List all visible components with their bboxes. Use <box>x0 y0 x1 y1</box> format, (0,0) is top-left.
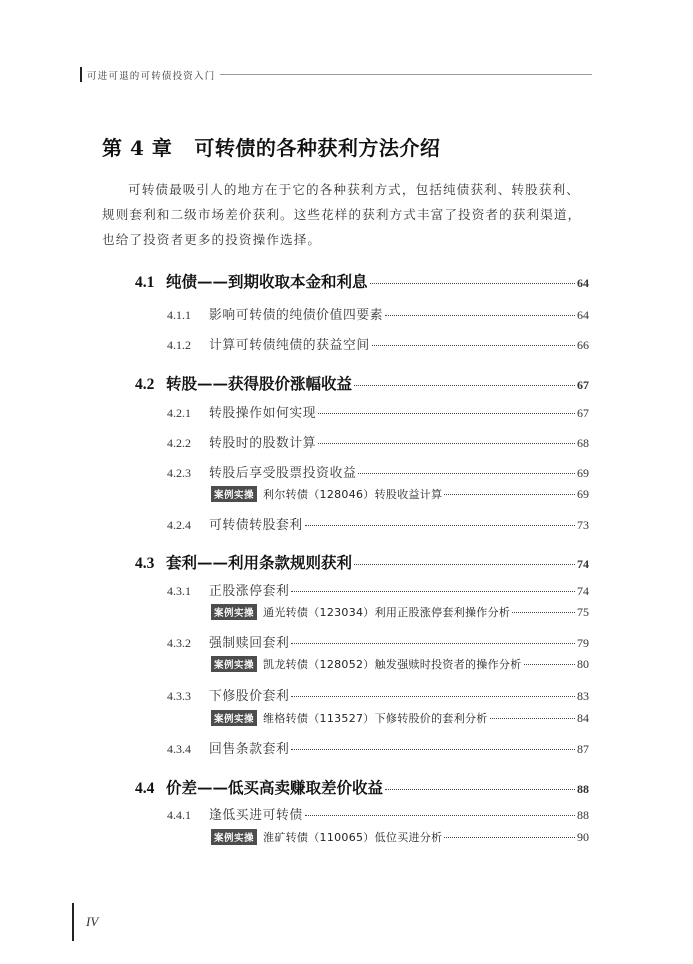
toc-entry-number: 4.2.1 <box>167 406 191 420</box>
toc-subsection-entry <box>167 432 589 451</box>
toc-entry-page: 67 <box>577 378 589 392</box>
toc-entry-title: 纯债——到期收取本金和利息 <box>166 272 368 291</box>
toc-entry-page: 90 <box>577 830 589 844</box>
header-title: 可进可退的可转债投资入门 <box>87 71 216 82</box>
toc-entry-number: 4.3.2 <box>167 636 191 650</box>
toc-leader-dots <box>291 749 575 750</box>
toc-subsection-entry <box>167 738 589 757</box>
toc-entry-title: 通光转债（123034）利用正股涨停套利操作分析 <box>263 606 511 619</box>
toc-entry-title: 计算可转债纯债的获益空间 <box>209 338 370 353</box>
toc-leader-dots <box>318 443 575 444</box>
toc-entry-number: 4.3.3 <box>167 689 191 703</box>
toc-leader-dots <box>385 315 575 316</box>
toc-subsection-entry <box>167 462 589 481</box>
page-number: IV <box>86 914 99 929</box>
toc-case-entry <box>211 710 589 726</box>
toc-leader-dots <box>354 564 575 565</box>
toc-entry-number: 4.2.2 <box>167 436 191 450</box>
case-badge: 案例实操 <box>211 829 257 845</box>
toc-entry-page: 67 <box>577 406 589 420</box>
toc-entry-page: 66 <box>577 338 589 352</box>
intro-line: 可转债最吸引人的地方在于它的各种获利方式，包括纯债获利、转股获利、 <box>128 182 580 197</box>
toc-entry-page: 75 <box>577 605 589 619</box>
toc-entry-number: 4.2.3 <box>167 466 191 480</box>
header-bar <box>80 67 82 82</box>
toc-entry-title: 强制赎回套利 <box>209 636 290 651</box>
case-badge: 案例实操 <box>211 604 257 620</box>
toc-leader-dots <box>385 789 575 790</box>
toc-leader-dots <box>291 696 575 697</box>
toc-leader-dots <box>490 718 575 719</box>
toc-entry-number: 4.4 <box>135 780 155 797</box>
intro-line: 也给了投资者更多的投资操作选择。 <box>102 232 322 247</box>
toc-entry-number: 4.2 <box>135 376 155 393</box>
toc-leader-dots <box>512 612 575 613</box>
toc-section-entry <box>135 776 589 798</box>
toc-entry-page: 69 <box>577 487 589 501</box>
chapter-intro <box>102 177 590 252</box>
case-badge: 案例实操 <box>211 710 257 726</box>
toc-subsection-entry <box>167 304 589 323</box>
toc-leader-dots <box>354 385 575 386</box>
toc-case-entry <box>211 486 589 502</box>
toc-entry-title: 转股——获得股价涨幅收益 <box>166 374 353 393</box>
toc-entry-title: 影响可转债的纯债价值四要素 <box>209 308 384 323</box>
toc-subsection-entry <box>167 685 589 704</box>
chapter-name: 可转债的各种获利方法介绍 <box>194 136 441 160</box>
case-badge: 案例实操 <box>211 656 257 672</box>
toc-section-entry <box>135 270 589 292</box>
toc-entry-title: 转股操作如何实现 <box>209 406 317 421</box>
toc-entry-number: 4.3 <box>135 555 155 572</box>
toc-entry-page: 64 <box>577 276 589 290</box>
toc-entry-page: 88 <box>577 808 589 822</box>
toc-entry-page: 74 <box>577 584 589 598</box>
toc-entry-page: 64 <box>577 308 589 322</box>
toc-entry-title: 逢低买进可转债 <box>209 808 303 823</box>
toc-entry-number: 4.4.1 <box>167 808 191 822</box>
toc-entry-page: 84 <box>577 711 589 725</box>
toc-entry-title: 转股时的股数计算 <box>209 436 317 451</box>
toc-entry-page: 80 <box>577 657 589 671</box>
toc-subsection-entry <box>167 514 589 533</box>
toc-entry-title: 维格转债（113527）下修转股价的套利分析 <box>263 712 488 725</box>
toc-case-entry <box>211 829 589 845</box>
toc-entry-title: 淮矿转债（110065）低位买进分析 <box>263 831 443 844</box>
toc-entry-page: 73 <box>577 518 589 532</box>
toc-subsection-entry <box>167 804 589 823</box>
toc-entry-title: 正股涨停套利 <box>209 584 290 599</box>
toc-leader-dots <box>372 345 575 346</box>
case-badge: 案例实操 <box>211 486 257 502</box>
toc-entry-title: 利尔转债（128046）转股收益计算 <box>263 488 443 501</box>
toc-entry-title: 价差——低买高卖赚取差价收益 <box>166 778 384 797</box>
toc-entry-number: 4.1 <box>135 274 155 291</box>
toc-entry-number: 4.1.2 <box>167 338 191 352</box>
footer-bar <box>72 903 74 941</box>
toc-subsection-entry <box>167 580 589 599</box>
toc-leader-dots <box>370 283 575 284</box>
toc-leader-dots <box>444 837 575 838</box>
toc-entry-title: 回售条款套利 <box>209 742 290 757</box>
toc-entry-number: 4.2.4 <box>167 518 191 532</box>
intro-line: 规则套利和二级市场差价获利。这些花样的获利方式丰富了投资者的获利渠道， <box>102 207 582 222</box>
toc-entry-title: 可转债转股套利 <box>209 518 303 533</box>
toc-entry-number: 4.1.1 <box>167 308 191 322</box>
toc-leader-dots <box>524 664 575 665</box>
toc-entry-page: 79 <box>577 636 589 650</box>
toc-entry-page: 87 <box>577 742 589 756</box>
toc-leader-dots <box>318 413 575 414</box>
toc-entry-page: 74 <box>577 557 589 571</box>
toc-case-entry <box>211 656 589 672</box>
toc-leader-dots <box>305 525 575 526</box>
toc-leader-dots <box>291 591 575 592</box>
toc-entry-page: 69 <box>577 466 589 480</box>
toc-entry-page: 88 <box>577 782 589 796</box>
toc-subsection-entry <box>167 402 589 421</box>
toc-entry-number: 4.3.4 <box>167 742 191 756</box>
toc-case-entry <box>211 604 589 620</box>
toc-leader-dots <box>291 643 575 644</box>
toc-section-entry <box>135 372 589 394</box>
toc-leader-dots <box>444 494 575 495</box>
toc-entry-page: 83 <box>577 689 589 703</box>
toc-entry-number: 4.3.1 <box>167 584 191 598</box>
toc-subsection-entry <box>167 334 589 353</box>
chapter-number: 第 4 章 <box>102 136 173 160</box>
toc-leader-dots <box>358 473 575 474</box>
toc-section-entry <box>135 551 589 573</box>
toc-entry-title: 转股后享受股票投资收益 <box>209 466 357 481</box>
toc-entry-title: 套利——利用条款规则获利 <box>166 553 353 572</box>
running-header <box>80 67 592 83</box>
toc-entry-title: 下修股价套利 <box>209 689 290 704</box>
toc-subsection-entry <box>167 632 589 651</box>
chapter-title <box>102 132 440 161</box>
toc-entry-title: 凯龙转债（128052）触发强赎时投资者的操作分析 <box>263 658 522 671</box>
header-rule <box>220 74 592 75</box>
toc-entry-page: 68 <box>577 436 589 450</box>
toc-leader-dots <box>305 815 575 816</box>
